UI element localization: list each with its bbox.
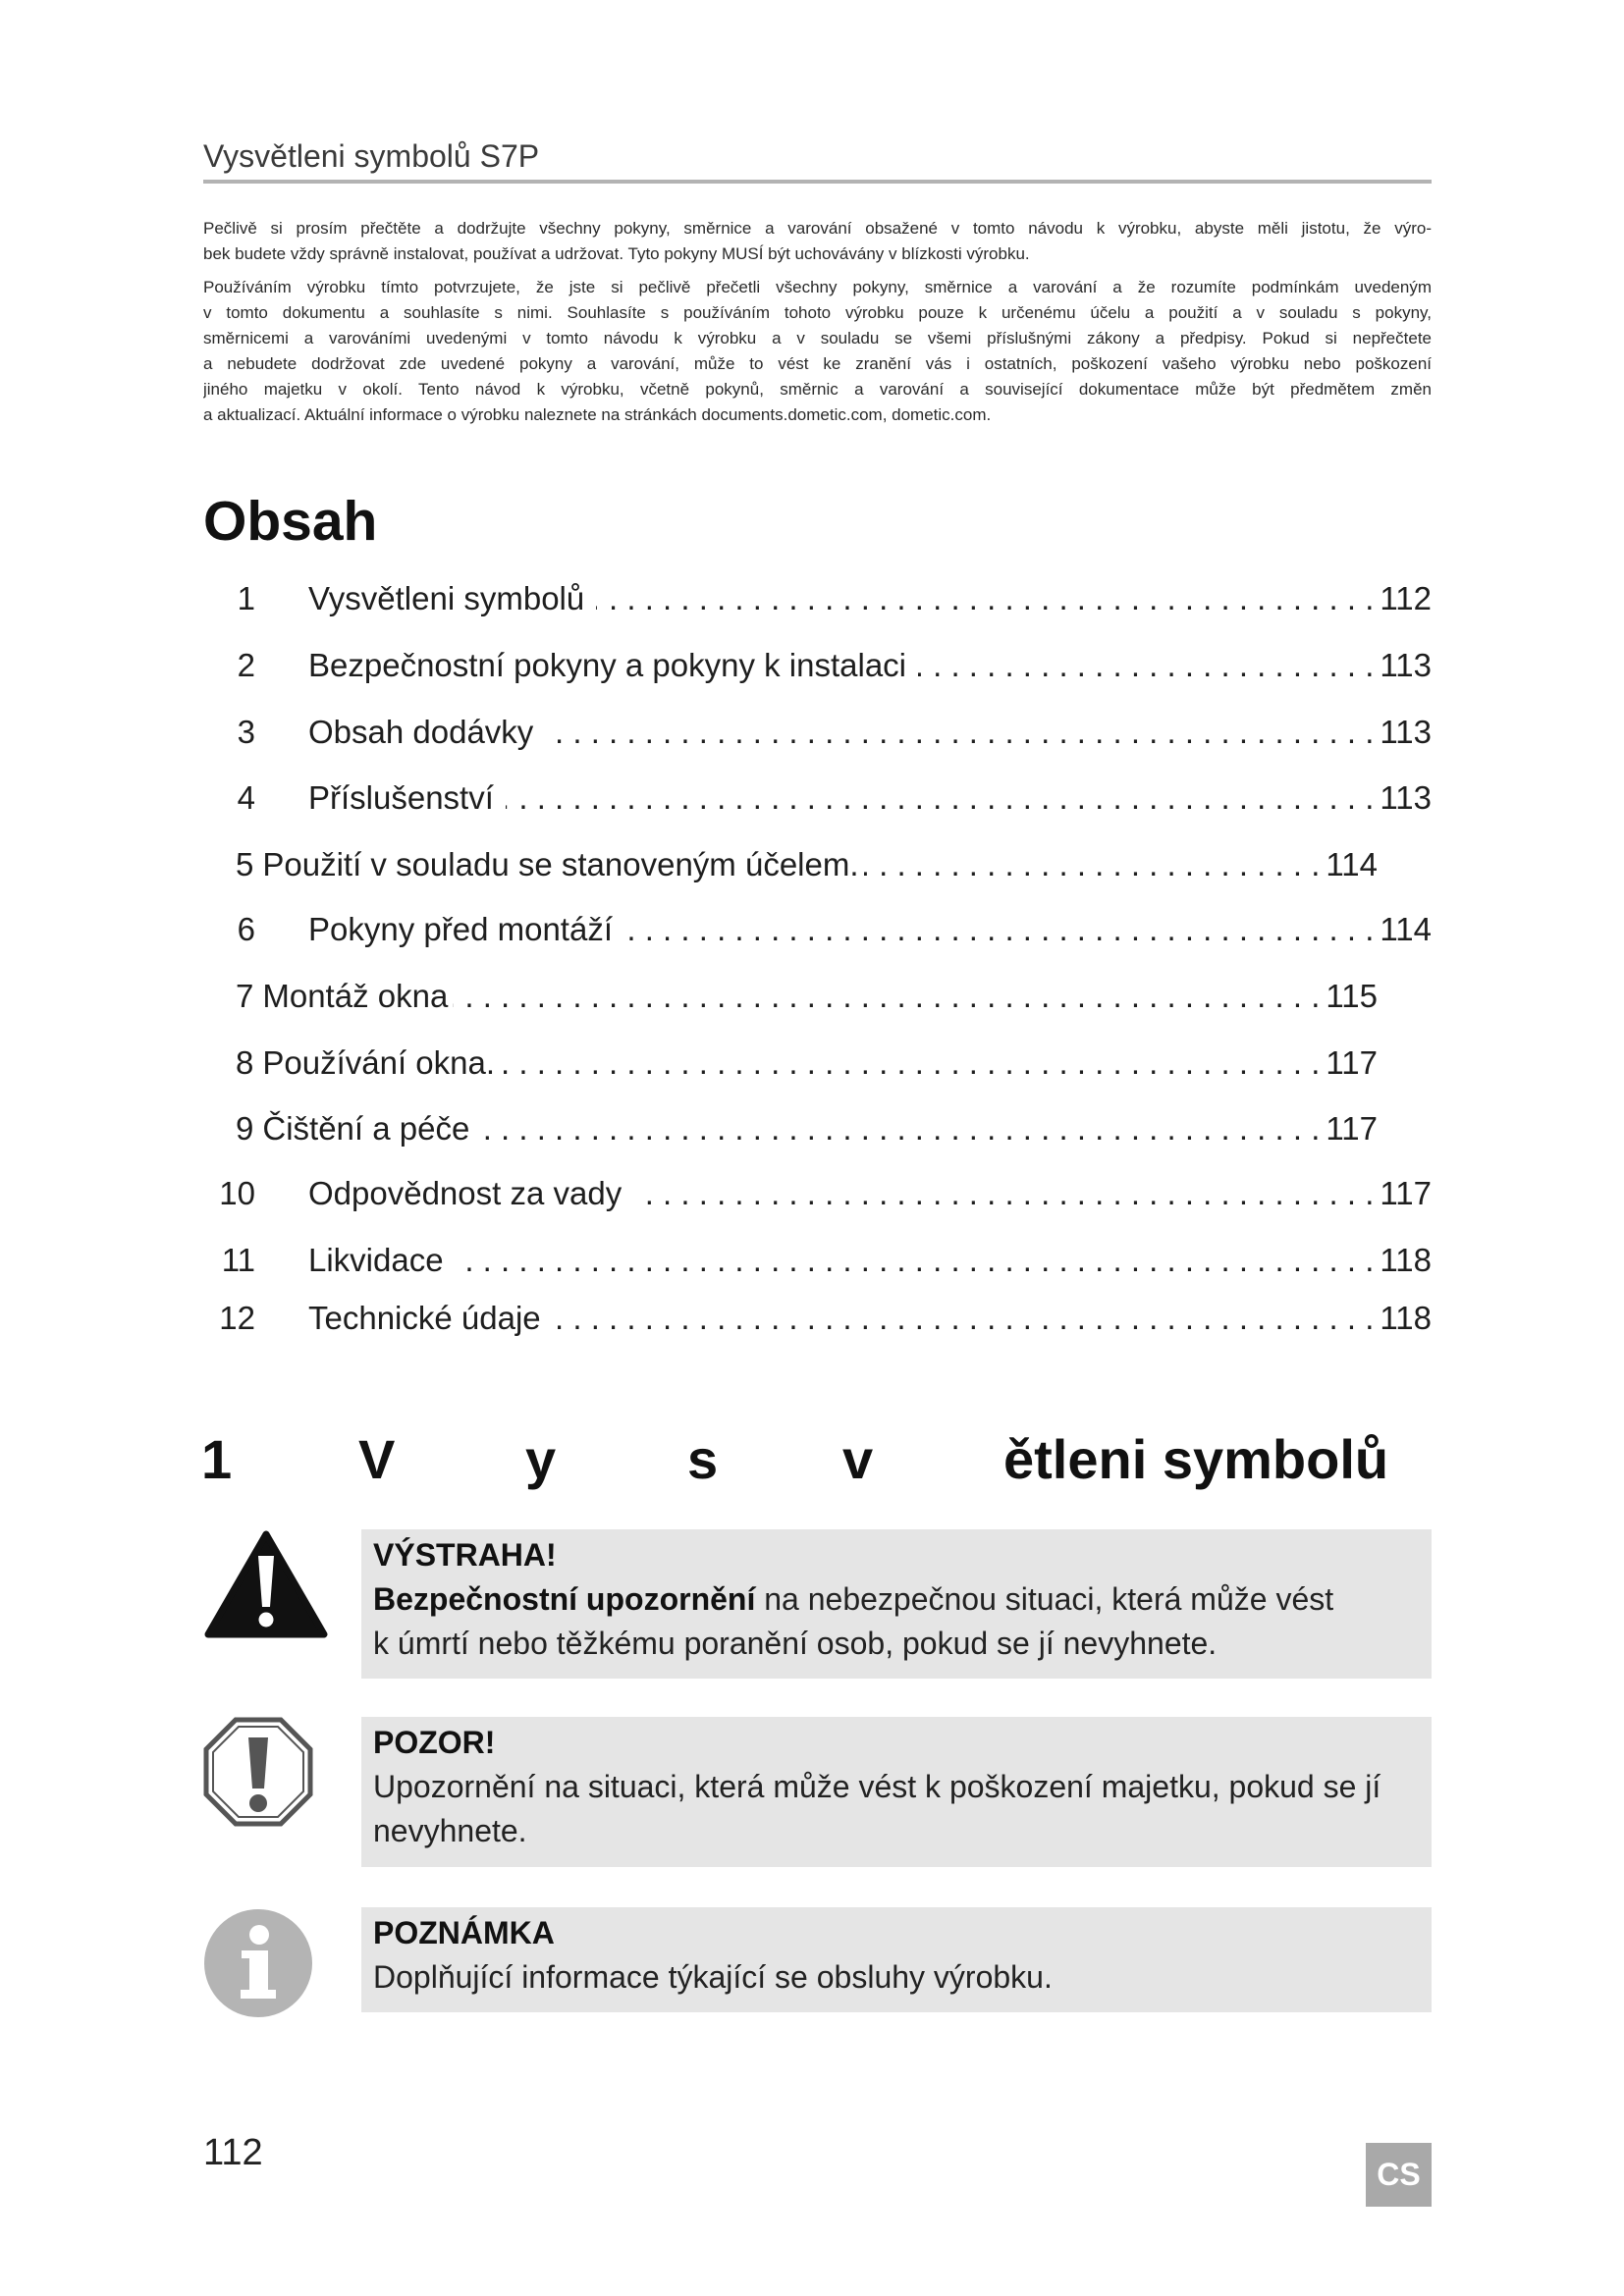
intro-line: směrnicemi a varováními uvedenými v tomto návodu k výrobku a v souladu se všemi příslušnými zákony a předpisy. Pokud si nepřečtete [203, 329, 1432, 347]
section-heading-fragment: s [687, 1428, 719, 1490]
toc-entry[interactable] [203, 713, 1432, 752]
toc-entry-title: Bezpečnostní pokyny a pokyny k instalaci [308, 647, 907, 683]
info-icon [203, 1908, 313, 2018]
toc-entry[interactable] [203, 1174, 1432, 1213]
intro-line: v tomto dokumentu a souhlasíte s nimi. Souhlasíte s používáním tohoto výrobku pouze k určenému účelu a použití a v souladu s pokyny, [203, 303, 1432, 322]
toc-entry-title: Likvidace [308, 1242, 444, 1278]
language-badge: CS [1366, 2143, 1432, 2207]
toc-entry-title: Technické údaje [308, 1300, 541, 1336]
toc-entry[interactable] [236, 977, 1378, 1016]
caution-text-line: Upozornění na situaci, která může vést k poškození majetku, pokud se jí [373, 1769, 1381, 1804]
intro-line: Používáním výrobku tímto potvrzujete, že jste si pečlivě přečetli všechny pokyny, směrnice a varování a že rozumíte podmínkám uvedeným [203, 278, 1432, 296]
toc-entry-title: Vysvětleni symbolů [308, 580, 585, 616]
warning-bold-lead: Bezpečnostní upozornění [373, 1581, 756, 1617]
toc-entry-number: 10 [219, 1175, 255, 1211]
toc-entry[interactable] [203, 579, 1432, 618]
toc-dot-leader [545, 713, 1374, 752]
toc-dot-leader [596, 579, 1374, 618]
toc-dot-leader [474, 1109, 1320, 1148]
toc-entry-page: 113 [1380, 779, 1432, 816]
toc-entry[interactable] [203, 646, 1432, 685]
section-number: 1 [201, 1428, 233, 1490]
toc-entry-title: Montáž okna [262, 978, 449, 1014]
exclamation-dot [259, 1613, 274, 1628]
toc-entry-page: 114 [1380, 911, 1432, 947]
toc-entry-page: 115 [1326, 978, 1378, 1014]
toc-entry-page: 112 [1380, 580, 1432, 616]
toc-dot-leader [456, 1241, 1375, 1280]
toc-entry-number: 4 [237, 779, 255, 816]
toc-dot-leader [506, 778, 1374, 818]
section-heading-fragment: ětleni symbolů [1003, 1428, 1389, 1490]
toc-entry-number: 7 [236, 978, 254, 1014]
toc-entry-number: 2 [237, 647, 255, 683]
info-dot [249, 1925, 269, 1945]
toc-entry-number: 5 [236, 846, 254, 882]
toc-dot-leader [500, 1043, 1320, 1083]
toc-entry-number: 12 [219, 1300, 255, 1336]
toc-entry-title: Příslušenství [308, 779, 494, 816]
toc-dot-leader [864, 845, 1321, 884]
header-divider [203, 180, 1432, 184]
warning-title: VÝSTRAHA! [373, 1537, 557, 1573]
toc-entry[interactable] [236, 845, 1378, 884]
note-title: POZNÁMKA [373, 1915, 555, 1950]
toc-entry-number: 3 [237, 714, 255, 750]
warning-triangle-icon [203, 1529, 329, 1639]
section-heading-fragment: V [358, 1428, 396, 1490]
toc-entry-title: Používání okna. [262, 1044, 496, 1081]
toc-entry-page: 113 [1380, 647, 1432, 683]
warning-text: na nebezpečnou situaci, která může vést [764, 1581, 1334, 1617]
caution-box [361, 1717, 1432, 1867]
exclamation-dot [249, 1794, 267, 1812]
toc-entry-number: 11 [221, 1242, 255, 1278]
toc-entry-page: 118 [1380, 1300, 1432, 1336]
intro-line: bek budete vždy správně instalovat, používat a udržovat. Tyto pokyny MUSÍ být uchovávány v blízkosti výrobku. [203, 244, 1030, 263]
toc-entry[interactable] [236, 1043, 1378, 1083]
warning-text-line: k úmrtí nebo těžkému poranění osob, pokud se jí nevyhnete. [373, 1626, 1218, 1661]
toc-entry[interactable] [236, 1109, 1378, 1148]
page-number: 112 [203, 2132, 263, 2173]
intro-line: jiného majetku v okolí. Tento návod k výrobku, včetně pokynů, směrnic a varování a související dokumentace může být předmětem změn [203, 380, 1432, 399]
toc-entry-title: Obsah dodávky [308, 714, 534, 750]
toc-entry[interactable] [203, 778, 1432, 818]
intro-line: Pečlivě si prosím přečtěte a dodržujte všechny pokyny, směrnice a varování obsažené v tomto návodu k výrobku, abyste měli jistotu, že výro- [203, 219, 1432, 238]
warning-text-line [373, 1577, 1432, 1622]
section-heading-fragment: y [525, 1428, 557, 1490]
toc-heading: Obsah [203, 490, 378, 553]
toc-entry-page: 118 [1380, 1242, 1432, 1278]
toc-entry-number: 8 [236, 1044, 254, 1081]
toc-entry-title: Pokyny před montáží [308, 911, 613, 947]
toc-dot-leader [453, 977, 1320, 1016]
toc-entry-title: Čištění a péče [262, 1110, 470, 1147]
toc-entry[interactable] [203, 910, 1432, 949]
toc-entry-page: 117 [1326, 1044, 1378, 1081]
caution-octagon-icon [203, 1717, 313, 1827]
toc-entry-number: 9 [236, 1110, 254, 1147]
toc-entry-title: Odpovědnost za vady [308, 1175, 623, 1211]
toc-entry-page: 117 [1380, 1175, 1432, 1211]
toc-dot-leader [633, 1174, 1374, 1213]
toc-entry-page: 113 [1380, 714, 1432, 750]
toc-entry-page: 117 [1326, 1110, 1378, 1147]
intro-line: a nebudete dodržovat zde uvedené pokyny a varování, může to vést ke zranění vás i ostatních, poškození vašeho výrobku nebo poškození [203, 354, 1432, 373]
toc-dot-leader [624, 910, 1374, 949]
toc-dot-leader [553, 1299, 1375, 1338]
caution-text-line: nevyhnete. [373, 1813, 527, 1848]
toc-entry[interactable] [203, 1299, 1432, 1338]
toc-entry-number: 6 [237, 911, 255, 947]
note-box [361, 1907, 1432, 2012]
toc-entry[interactable] [203, 1241, 1432, 1280]
warning-box [361, 1529, 1432, 1679]
toc-entry-page: 114 [1326, 846, 1378, 882]
toc-entry-title: Použití v souladu se stanoveným účelem. [262, 846, 859, 882]
toc-entry-number: 1 [237, 580, 255, 616]
note-text-line: Doplňující informace týkající se obsluhy výrobku. [373, 1959, 1053, 1995]
running-header-title: Vysvětleni symbolů S7P [203, 138, 540, 174]
toc-dot-leader [918, 646, 1374, 685]
caution-title: POZOR! [373, 1725, 496, 1760]
section-heading-fragment: v [842, 1428, 874, 1490]
intro-line: a aktualizací. Aktuální informace o výrobku naleznete na stránkách documents.dometic.com, dometic.com. [203, 405, 992, 424]
